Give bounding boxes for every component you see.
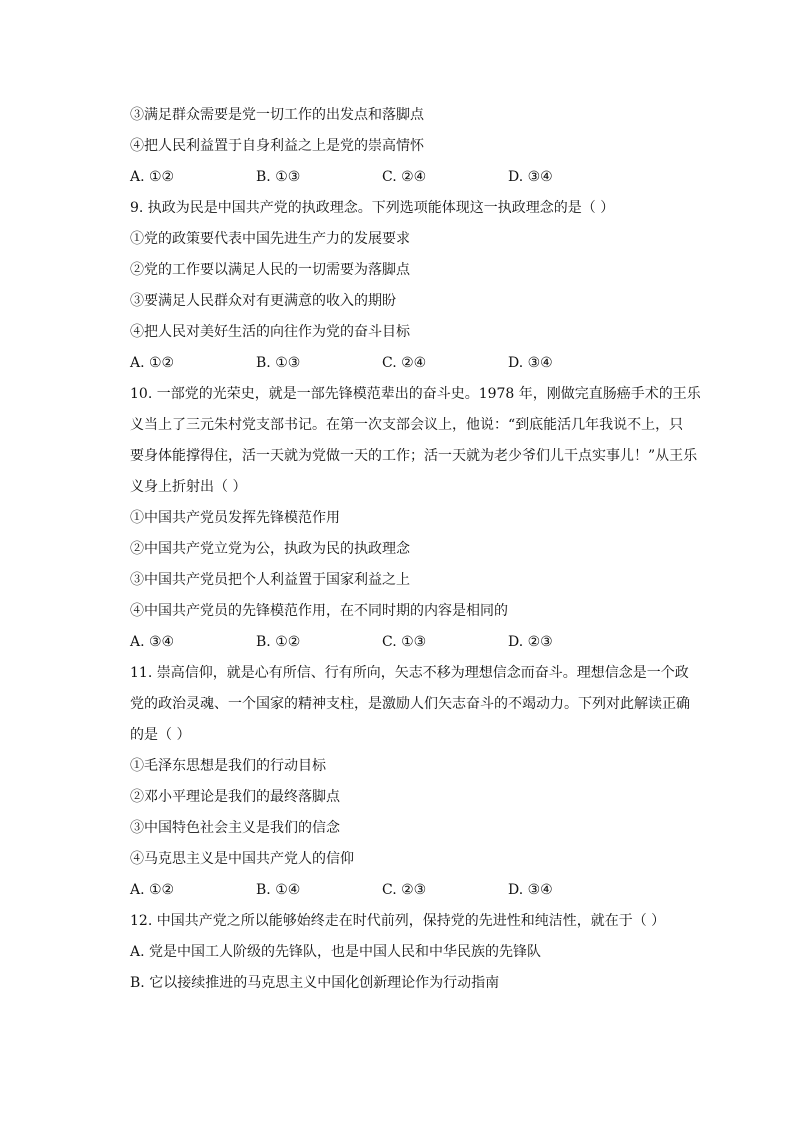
q11-stem-line-2: 党的政治灵魂、一个国家的精神支柱，是激励人们矢志奋斗的不竭动力。下列对此解读正确 [130,696,690,712]
q8-options [130,162,670,193]
q11-stem-line-1: 11. 崇高信仰，就是心有所信、行有所向，矢志不移为理想信念而奋斗。理想信念是一个政 [130,665,689,681]
q10-stem-line-3: 要身体能撑得住，活一天就为党做一天的工作；活一天就为老少爷们儿干点实事儿！”从王乐 [130,448,698,464]
q11-option-c: C. ②③ [382,882,427,898]
question-8-continued [130,100,670,193]
question-10 [130,379,701,658]
q11-stem-line-3: 的是（ ） [130,727,191,743]
q10-item-2: ②中国共产党立党为公，执政为民的执政理念 [130,541,410,557]
q10-option-b: B. ①② [256,634,301,650]
q8-option-c: C. ②④ [382,169,427,185]
q10-options [130,627,670,658]
q9-item-1: ①党的政策要代表中国先进生产力的发展要求 [130,231,410,247]
q9-option-b: B. ①③ [256,355,301,371]
q9-option-a: A. ①② [130,355,175,371]
question-11 [130,658,690,906]
q8-option-a: A. ①② [130,169,175,185]
q9-item-4: ④把人民对美好生活的向往作为党的奋斗目标 [130,324,410,340]
q11-item-2: ②邓小平理论是我们的最终落脚点 [130,789,340,805]
q10-item-1: ①中国共产党员发挥先锋模范作用 [130,510,340,526]
q10-stem-line-2: 义当上了三元朱村党支部书记。在第一次支部会议上，他说：“到底能活几年我说不上，只 [130,417,684,433]
q9-item-2: ②党的工作要以满足人民的一切需要为落脚点 [130,262,410,278]
q8-item-3: ③满足群众需要是党一切工作的出发点和落脚点 [130,107,424,123]
q10-stem-line-1: 10. 一部党的光荣史，就是一部先锋模范辈出的奋斗史。1978 年，刚做完直肠癌手术的王乐 [130,386,701,402]
q12-stem: 12. 中国共产党之所以能够始终走在时代前列，保持党的先进性和纯洁性，就在于（ ） [130,913,666,929]
q8-option-d: D. ③④ [508,169,553,185]
q10-item-4: ④中国共产党员的先锋模范作用，在不同时期的内容是相同的 [130,603,508,619]
q11-option-b: B. ①④ [256,882,301,898]
q9-stem: 9. 执政为民是中国共产党的执政理念。下列选项能体现这一执政理念的是（ ） [130,200,615,216]
q10-option-c: C. ①③ [382,634,427,650]
q10-option-d: D. ②③ [508,634,553,650]
q10-stem-line-4: 义身上折射出（ ） [130,479,247,495]
q11-item-3: ③中国特色社会主义是我们的信念 [130,820,340,836]
q11-item-4: ④马克思主义是中国共产党人的信仰 [130,851,354,867]
q8-item-4: ④把人民利益置于自身利益之上是党的崇高情怀 [130,138,424,154]
q9-item-3: ③要满足人民群众对有更满意的收入的期盼 [130,293,396,309]
q11-item-1: ①毛泽东思想是我们的行动目标 [130,758,326,774]
q9-option-d: D. ③④ [508,355,553,371]
q10-option-a: A. ③④ [130,634,175,650]
question-12 [130,906,670,999]
q9-options [130,348,670,379]
q11-options [130,875,670,906]
q10-item-3: ③中国共产党员把个人利益置于国家利益之上 [130,572,410,588]
q11-option-d: D. ③④ [508,882,553,898]
question-content [130,100,701,999]
question-9 [130,193,670,379]
q9-option-c: C. ②④ [382,355,427,371]
q12-choice-b: B. 它以接续推进的马克思主义中国化创新理论作为行动指南 [130,975,500,991]
q12-choice-a: A. 党是中国工人阶级的先锋队，也是中国人民和中华民族的先锋队 [130,944,542,960]
q8-option-b: B. ①③ [256,169,301,185]
q11-option-a: A. ①② [130,882,175,898]
